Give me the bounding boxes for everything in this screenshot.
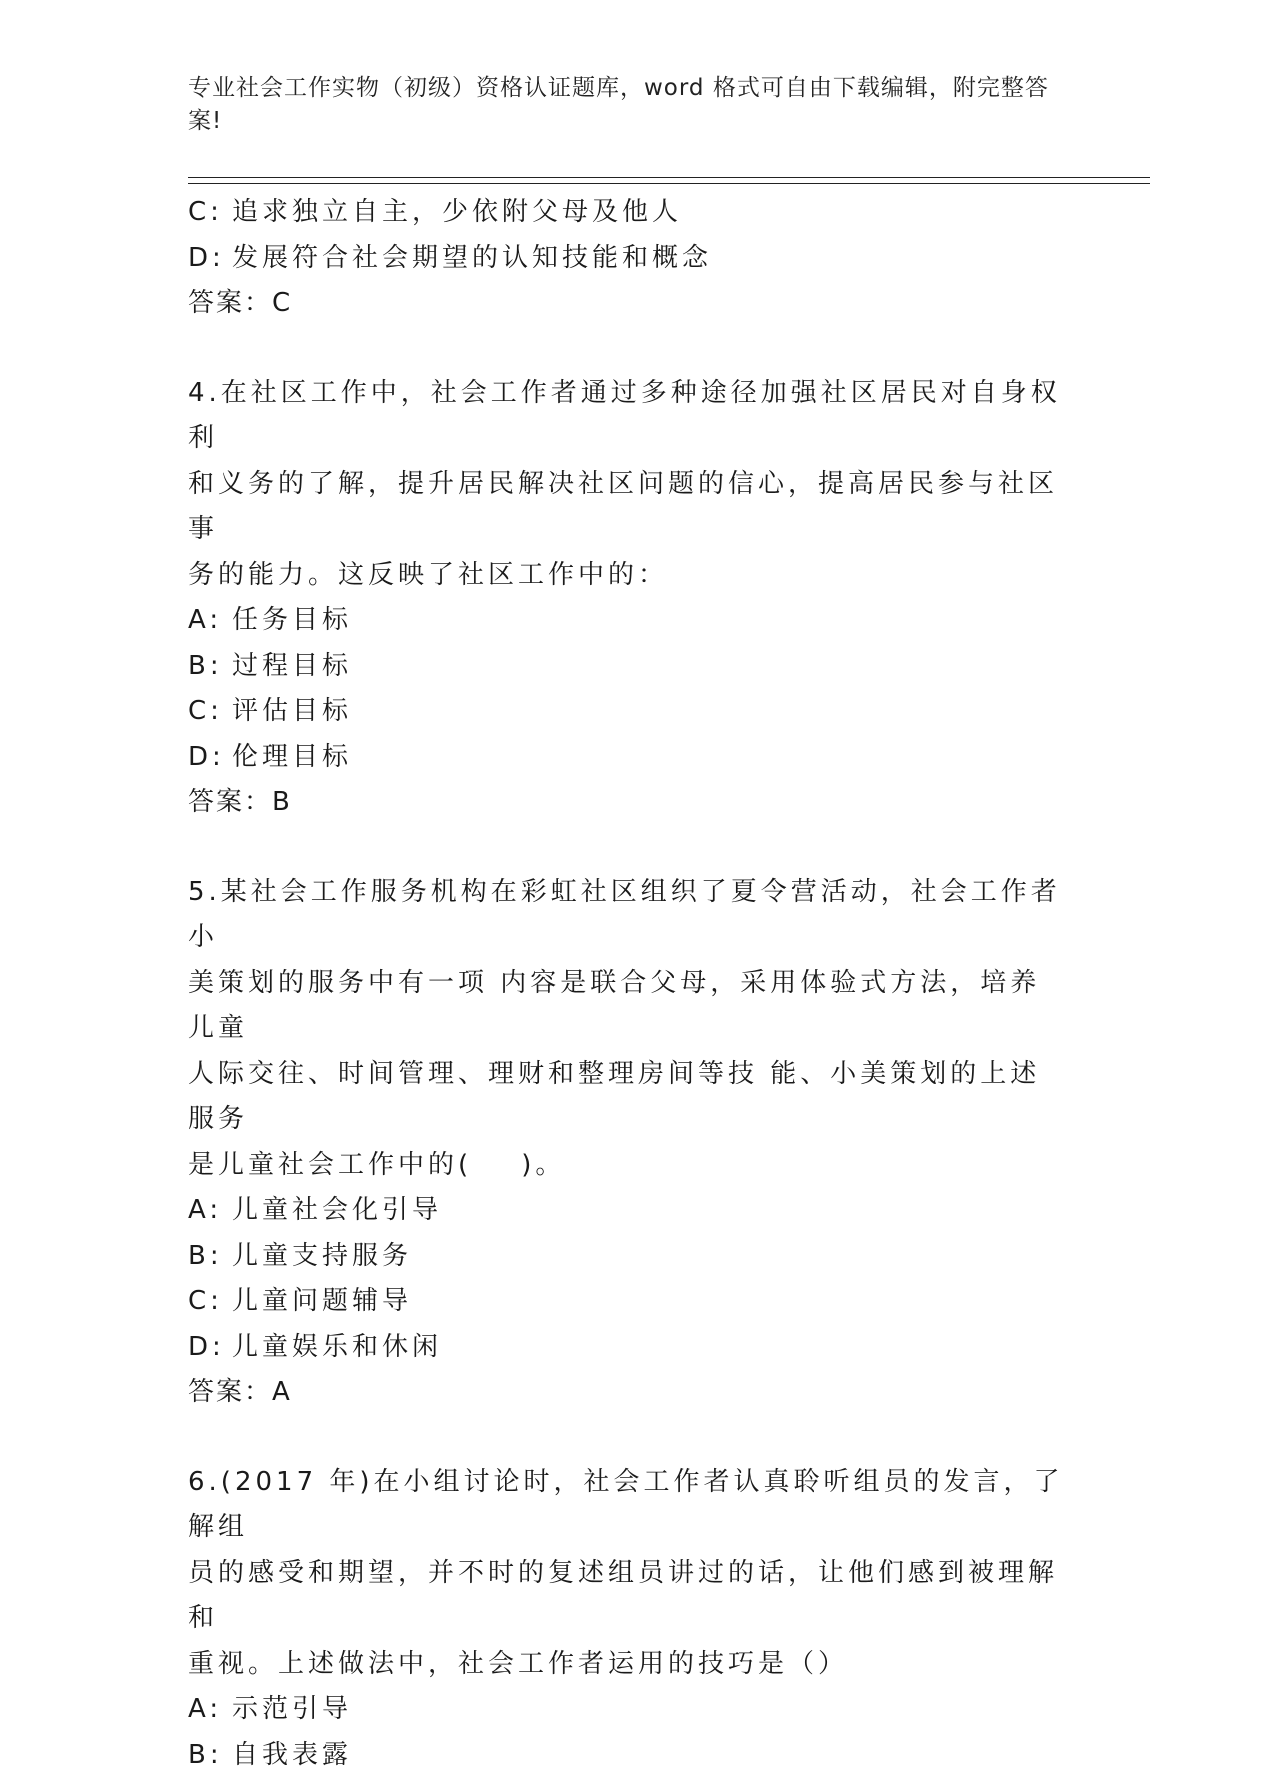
option-d <box>188 236 1068 282</box>
option-key: C: <box>188 1279 232 1325</box>
question-text <box>188 1460 1068 1688</box>
option-c <box>188 689 1068 735</box>
spacer <box>188 826 1068 870</box>
spacer <box>188 1416 1068 1460</box>
option-c <box>188 1279 1068 1325</box>
answer-line: 答案：B <box>188 780 1068 826</box>
option-key: A: <box>188 1188 232 1234</box>
option-text: 过程目标 <box>232 644 352 690</box>
question-line: 重视。上述做法中，社会工作者运用的技巧是（） <box>188 1642 1068 1688</box>
option-key: C: <box>188 689 232 735</box>
option-key: A: <box>188 598 232 644</box>
option-key: B: <box>188 1733 232 1778</box>
question-text <box>188 870 1068 1189</box>
question-line: 人际交往、时间管理、理财和整理房间等技 能、小美策划的上述服务 <box>188 1052 1068 1143</box>
header-divider-bottom <box>188 183 1150 184</box>
option-key: B: <box>188 1234 232 1280</box>
option-text: 追求独立自主，少依附父母及他人 <box>232 190 682 236</box>
answer-line: 答案：A <box>188 1370 1068 1416</box>
question-line: 4.在社区工作中，社会工作者通过多种途径加强社区居民对自身权利 <box>188 371 1068 462</box>
question-content <box>188 190 1068 1778</box>
option-c <box>188 190 1068 236</box>
question-line: 和义务的了解，提升居民解决社区问题的信心，提高居民参与社区事 <box>188 462 1068 553</box>
question-line: 员的感受和期望，并不时的复述组员讲过的话，让他们感到被理解和 <box>188 1551 1068 1642</box>
option-b <box>188 1733 1068 1778</box>
question-line: 是儿童社会工作中的( )。 <box>188 1143 1068 1189</box>
option-a <box>188 1188 1068 1234</box>
option-key: D: <box>188 1325 232 1371</box>
question-4 <box>188 371 1068 826</box>
question-text <box>188 371 1068 599</box>
option-key: C: <box>188 190 232 236</box>
question-3-tail <box>188 190 1068 327</box>
question-line: 务的能力。这反映了社区工作中的： <box>188 553 1068 599</box>
spacer <box>188 327 1068 371</box>
question-5 <box>188 870 1068 1416</box>
option-d <box>188 735 1068 781</box>
option-text: 儿童社会化引导 <box>232 1188 442 1234</box>
option-text: 儿童娱乐和休闲 <box>232 1325 442 1371</box>
option-key: B: <box>188 644 232 690</box>
option-text: 儿童问题辅导 <box>232 1279 412 1325</box>
question-line: 5.某社会工作服务机构在彩虹社区组织了夏令营活动，社会工作者小 <box>188 870 1068 961</box>
option-key: D: <box>188 236 232 282</box>
option-b <box>188 1234 1068 1280</box>
option-a <box>188 598 1068 644</box>
option-text: 示范引导 <box>232 1687 352 1733</box>
option-text: 伦理目标 <box>232 735 352 781</box>
option-text: 自我表露 <box>232 1733 352 1778</box>
question-6 <box>188 1460 1068 1778</box>
option-text: 任务目标 <box>232 598 352 644</box>
option-key: A: <box>188 1687 232 1733</box>
option-text: 儿童支持服务 <box>232 1234 412 1280</box>
option-a <box>188 1687 1068 1733</box>
option-key: D: <box>188 735 232 781</box>
answer-line: 答案：C <box>188 281 1068 327</box>
header-divider-top <box>188 177 1150 178</box>
option-b <box>188 644 1068 690</box>
option-text: 发展符合社会期望的认知技能和概念 <box>232 236 712 282</box>
option-text: 评估目标 <box>232 689 352 735</box>
page-header: 专业社会工作实物（初级）资格认证题库，word 格式可自由下载编辑，附完整答案! <box>188 72 1068 138</box>
option-d <box>188 1325 1068 1371</box>
question-line: 6.(2017 年)在小组讨论时，社会工作者认真聆听组员的发言，了解组 <box>188 1460 1068 1551</box>
question-line: 美策划的服务中有一项 内容是联合父母，采用体验式方法，培养儿童 <box>188 961 1068 1052</box>
